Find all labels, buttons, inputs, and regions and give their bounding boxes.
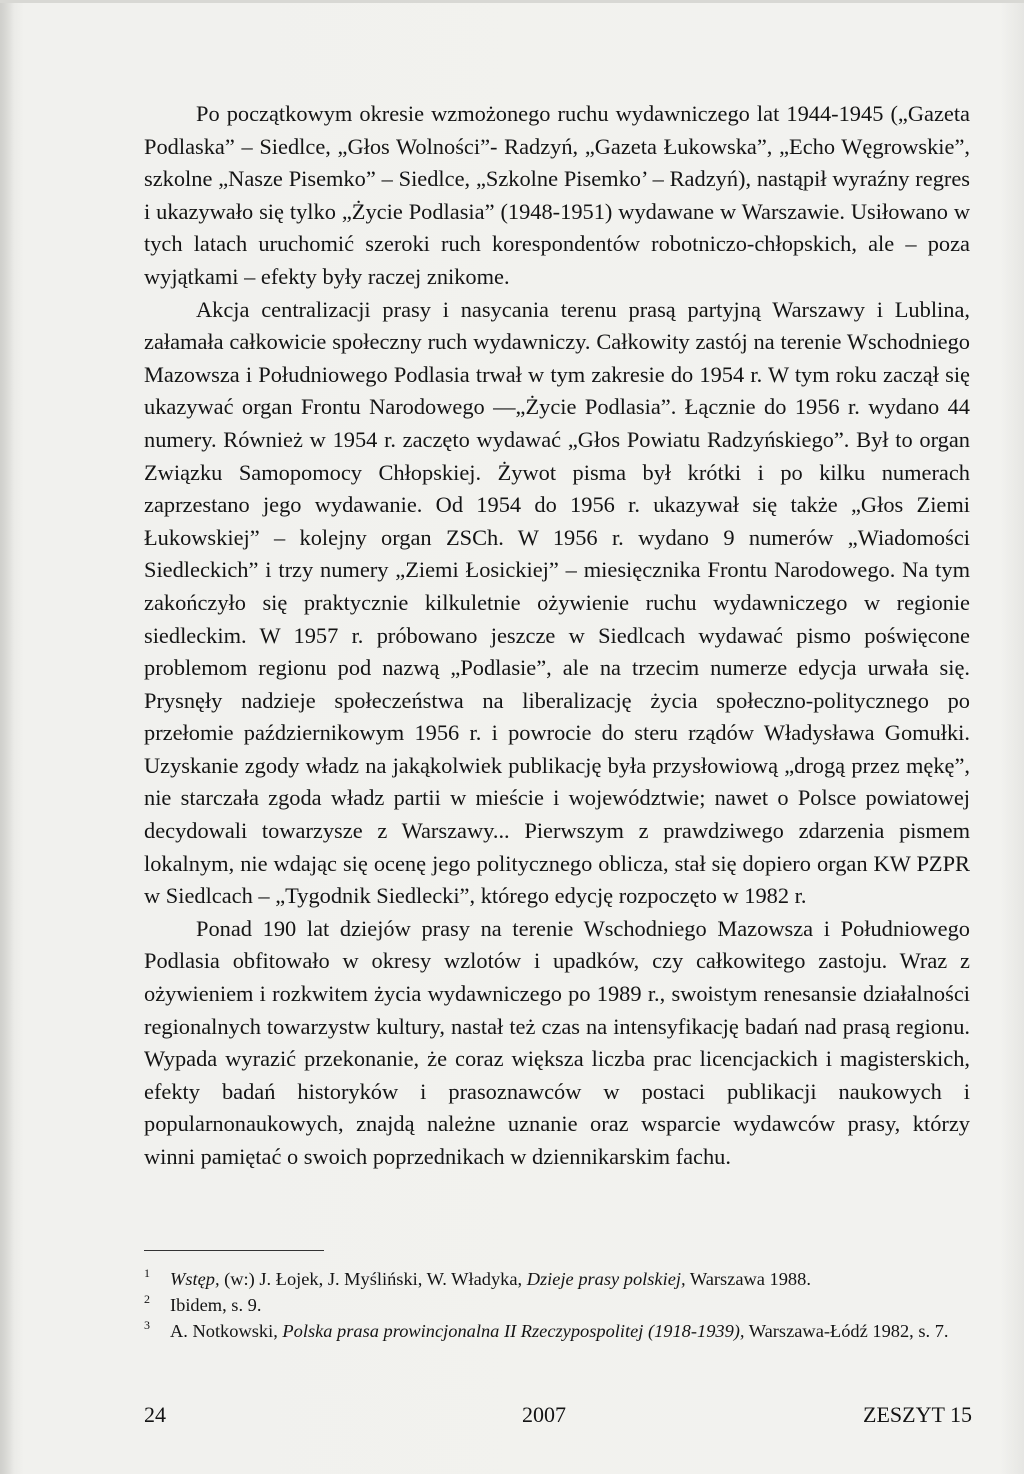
paragraph-2: Akcja centralizacji prasy i nasycania terenu prasą partyjną Warszawy i Lublina, załamała całkowicie społeczny ruch wydawniczy. Całkowity zastój na terenie Wschodniego Mazowsza i Południowego Podlasia trwał w tym zakresie do 1954 r. W tym roku zaczął się ukazywać organ Frontu Narodowego —„Życie Podlasia”. Łącznie do 1956 r. wydano 44 numery. Również w 1954 r. zaczęto wydawać „Głos Powiatu Radzyńskiego”. Był to organ Związku Samopomocy Chłopskiej. Żywot pisma był krótki i po kilku numerach zaprzestano jego wydawanie. Od 1954 do 1956 r. ukazywał się także „Głos Ziemi Łukowskiej” – kolejny organ ZSCh. W 1956 r. wydano 9 numerów „Wiadomości Siedleckich” i trzy numery „Ziemi Łosickiej” – miesięcznika Frontu Narodowego. Na tym zakończyło się praktycznie kilkuletnie ożywienie ruchu wydawniczego w regionie siedleckim. W 1957 r. próbowano jeszcze w Siedlcach wydawać pismo poświęcone problemom regionu pod nazwą „Podlasie”, ale na trzecim numerze edycja urwała się. Prysnęły nadzieje społeczeństwa na liberalizację życia społeczno-politycznego po przełomie październikowym 1956 r. i powrocie do steru rządów Władysława Gomułki. Uzyskanie zgody władz na jakąkolwiek publikację była przysłowiową „drogą przez mękę”, nie starczała zgoda władz partii w mieście i województwie; nawet o Polsce powiatowej decydowali towarzysze z Warszawy... Pierwszym z prawdziwego zdarzenia pismem lokalnym, nie wdając się ocenę jego politycznego oblicza, stał się dopiero organ KW PZPR w Siedlcach – „Tygodnik Siedlecki”, którego edycję rozpoczęto w 1982 r.: [144, 296, 970, 909]
footnote-tail: Warszawa-Łódź 1982, s. 7.: [744, 1321, 949, 1341]
footnote-text: A. Notkowski,: [170, 1321, 283, 1341]
footnote-separator: [144, 1250, 324, 1251]
footnote-number: 1: [144, 1266, 150, 1280]
footer-year: 2007: [522, 1402, 566, 1427]
main-text: [144, 98, 970, 1174]
footnotes: [144, 1266, 970, 1344]
footnote-3: [144, 1318, 970, 1344]
page-number: 24: [144, 1402, 166, 1427]
footnote-italic-title: Wstęp,: [170, 1269, 220, 1289]
footnote-2: [144, 1292, 970, 1318]
paragraph-3: Ponad 190 lat dziejów prasy na terenie Wschodniego Mazowsza i Południowego Podlasia obfitowało w okresy wzlotów i upadków, czy całkowitego zastoju. Wraz z ożywieniem i rozkwitem życia wydawniczego po 1989 r., swoistym renesansie działalności regionalnych towarzystw kultury, nastał też czas na intensyfikację badań nad prasą regionu. Wypada wyrazić przekonanie, że coraz większa liczba prac licencjackich i magisterskich, efekty badań historyków i prasoznawców w postaci publikacji naukowych i popularnonaukowych, znajdą należne uznanie oraz wsparcie wydawców prasy, którzy winni pamiętać o swoich poprzednikach w dziennikarskim fachu.: [144, 915, 970, 1169]
footnote-number: 2: [144, 1292, 150, 1306]
footnote-number: 3: [144, 1318, 150, 1332]
paragraph-1: Po początkowym okresie wzmożonego ruchu wydawniczego lat 1944-1945 („Gazeta Podlaska” – Siedlce, „Głos Wolności”- Radzyń, „Gazeta Łukowska”, „Echo Węgrowskie”, szkolne „Nasze Pisemko” – Siedlce, „Szkolne Pisemko’ – Radzyń), nastąpił wyraźny regres i ukazywało się tylko „Życie Podlasia” (1948-1951) wydawane w Warszawie. Usiłowano w tych latach uruchomić szeroki ruch korespondentów robotniczo-chłopskich, ale – poza wyjątkami – efekty były raczej znikome.: [144, 101, 970, 289]
footnote-book-title: Dzieje prasy polskiej,: [526, 1269, 686, 1289]
footnote-book-title: Polska prasa prowincjonalna II Rzeczypospolitej (1918-1939),: [282, 1321, 745, 1341]
top-edge: [0, 0, 1024, 3]
footnote-tail: Warszawa 1988.: [685, 1269, 811, 1289]
footnote-text: Ibidem, s. 9.: [170, 1295, 262, 1315]
page-footer: [144, 1402, 972, 1436]
footnote-text: (w:) J. Łojek, J. Myśliński, W. Władyka,: [219, 1269, 527, 1289]
footer-issue: ZESZYT 15: [863, 1402, 972, 1427]
footnote-1: [144, 1266, 970, 1292]
binding-shadow: [0, 0, 14, 1474]
